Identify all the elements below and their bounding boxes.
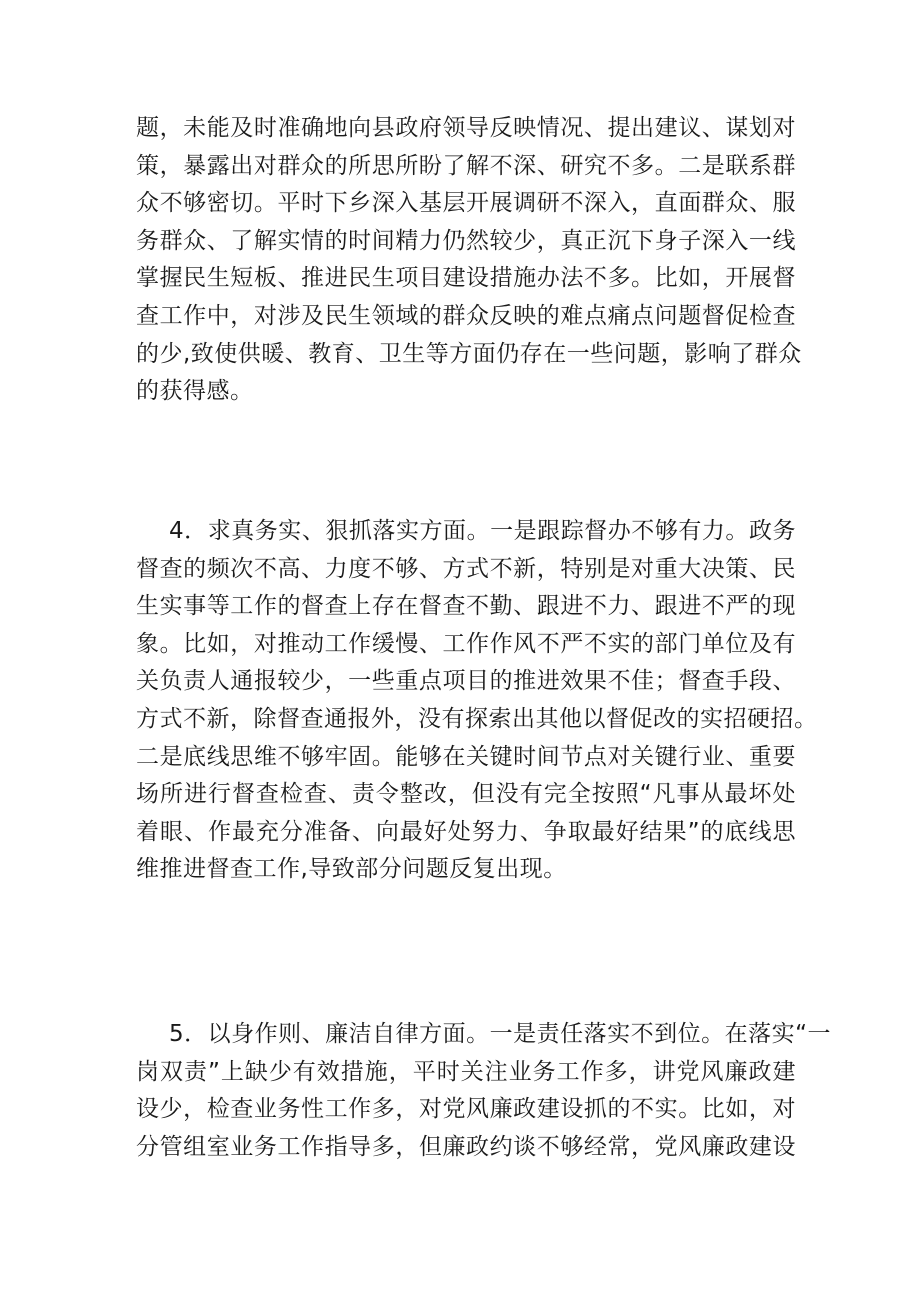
text-line: 4．求真务实、狠抓落实方面。一是跟踪督办不够有力。政务 bbox=[169, 518, 796, 544]
text-line: 关负责人通报较少，一些重点项目的推进效果不佳；督查手段、 bbox=[136, 668, 796, 695]
text-line: 着眼、作最充分准备、向最好处努力、争取最好结果”的底线思 bbox=[136, 818, 796, 845]
text-line: 众不够密切。平时下乡深入基层开展调研不深入，直面群众、服 bbox=[136, 190, 796, 217]
text-line: 生实事等工作的督查上存在督查不勤、跟进不力、跟进不严的现 bbox=[136, 593, 796, 620]
text-line: 设少，检查业务性工作多，对党风廉政建设抓的不实。比如，对 bbox=[136, 1096, 796, 1123]
text-line: 维推进督查工作,导致部分问题反复出现。 bbox=[136, 856, 567, 883]
text-line: 5．以身作则、廉洁自律方面。一是责任落实不到位。在落实“一 bbox=[169, 1021, 832, 1047]
paragraph-continuation bbox=[136, 110, 802, 411]
text-line: 象。比如，对推动工作缓慢、工作作风不严不实的部门单位及有 bbox=[136, 630, 796, 657]
text-line: 督查的频次不高、力度不够、方式不新，特别是对重大决策、民 bbox=[136, 555, 796, 582]
text-line: 方式不新，除督查通报外，没有探索出其他以督促改的实招硬招。 bbox=[136, 705, 818, 732]
text-line: 策，暴露出对群众的所思所盼了解不深、研究不多。二是联系群 bbox=[136, 152, 796, 179]
text-line: 题，未能及时准确地向县政府领导反映情况、提出建议、谋划对 bbox=[136, 115, 796, 141]
text-line: 查工作中，对涉及民生领域的群众反映的难点痛点问题督促检查 bbox=[136, 302, 796, 329]
text-line: 场所进行督查检查、责令整改，但没有完全按照“凡事从最坏处 bbox=[136, 781, 796, 808]
text-line: 务群众、了解实情的时间精力仍然较少，真正沉下身子深入一线 bbox=[136, 227, 796, 254]
paragraph-section-4 bbox=[136, 513, 818, 889]
text-line: 的获得感。 bbox=[136, 378, 254, 405]
text-line: 分管组室业务工作指导多，但廉政约谈不够经常，党风廉政建设 bbox=[136, 1133, 796, 1160]
text-line: 掌握民生短板、推进民生项目建设措施办法不多。比如，开展督 bbox=[136, 265, 796, 292]
paragraph-section-5 bbox=[136, 1016, 832, 1166]
text-line: 二是底线思维不够牢固。能够在关键时间节点对关键行业、重要 bbox=[136, 743, 796, 770]
text-line: 岗双责”上缺少有效措施，平时关注业务工作多，讲党风廉政建 bbox=[136, 1058, 796, 1085]
text-line: 的少,致使供暖、教育、卫生等方面仍存在一些问题，影响了群众 bbox=[136, 340, 802, 367]
